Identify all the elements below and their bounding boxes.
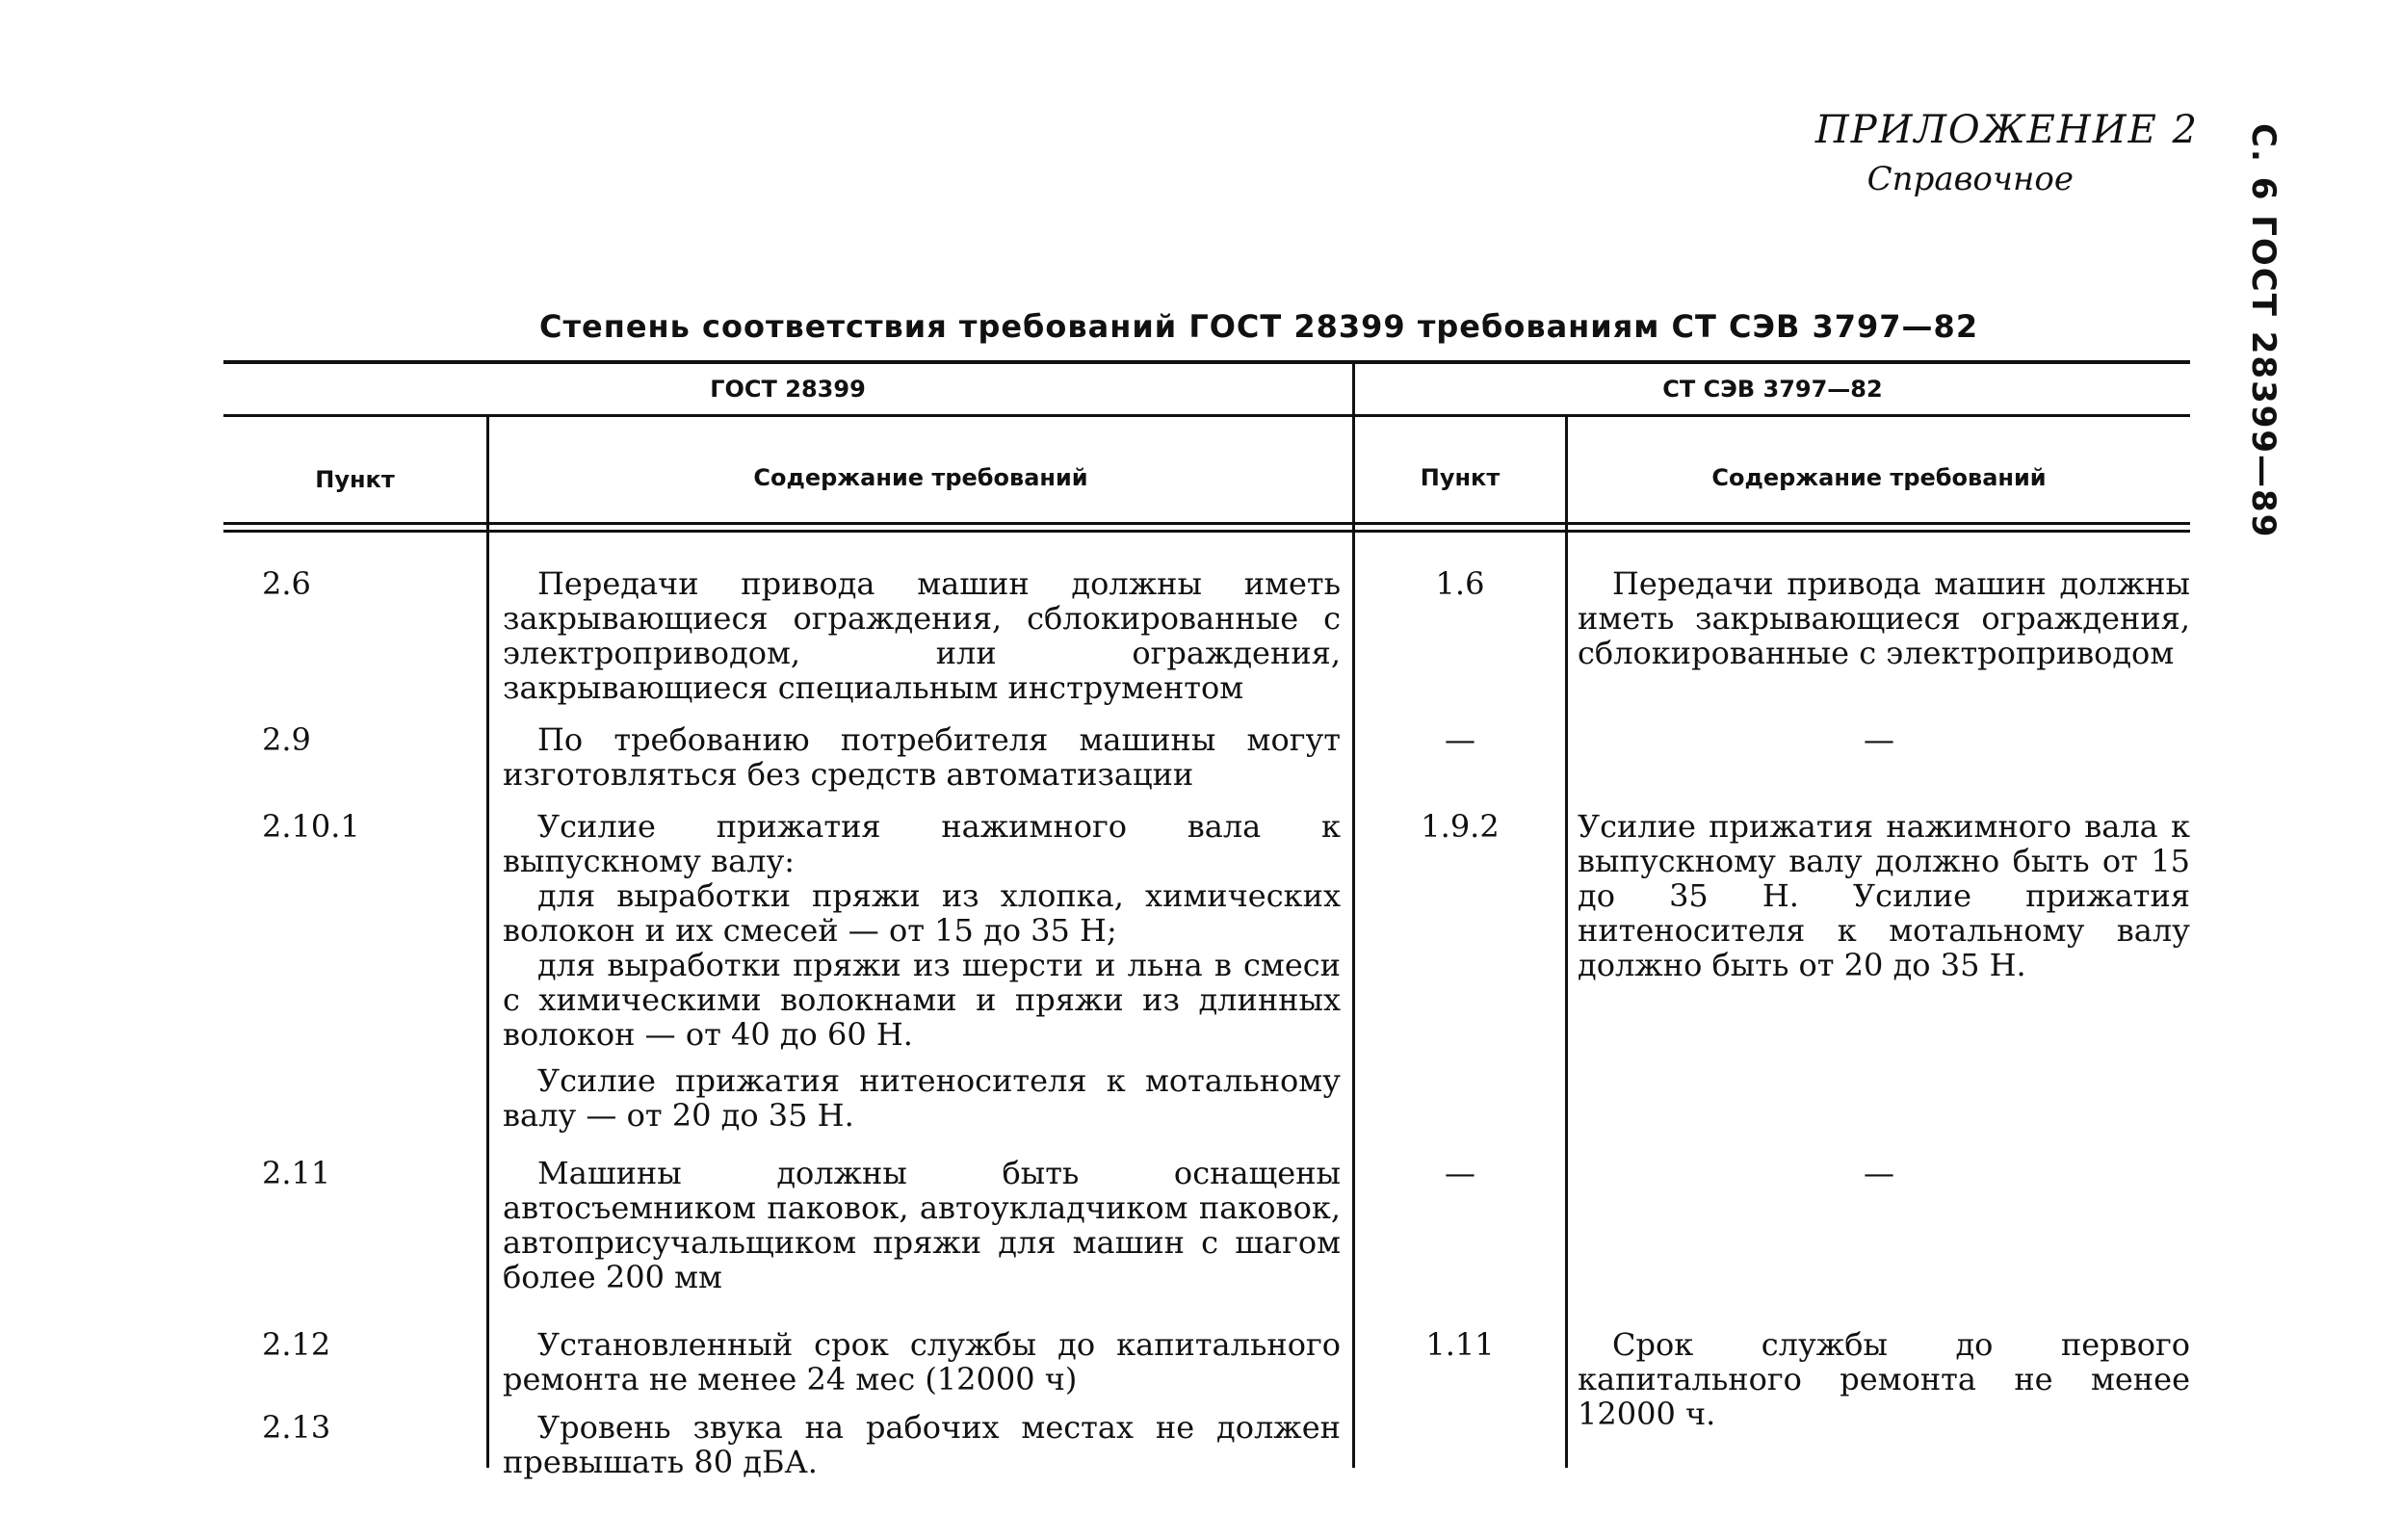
row-sev-point: 1.11 <box>1425 1326 1495 1363</box>
header-gost-content: Содержание требований <box>753 464 1088 491</box>
row-gost-paragraph: для выработки пряжи из шерсти и льна в смеси с химическими волокнами и пряжи из длинных волокон — от 40 до 60 Н. <box>503 947 1341 1053</box>
row-gost-paragraph: Передачи привода машин должны иметь закрывающиеся ограждения, сблокированные с электроприводом, или ограждения, закрывающиеся специальным инструментом <box>503 565 1341 706</box>
row-gost-paragraph: Машины должны быть оснащены автосъемником паковок, автоукладчиком паковок, автоприсучальщиком пряжи для машин с шагом более 200 мм <box>503 1155 1341 1295</box>
row-sev-paragraph: Усилие прижатия нажимного вала к выпускному валу должно быть от 15 до 35 Н. Усилие прижатия нитеносителя к мотальному валу должно быть от 20 до 35 Н. <box>1578 808 2190 983</box>
row-sev-text: — <box>1864 721 1894 758</box>
row-sev-text <box>1578 1327 2190 1431</box>
row-gost-paragraph: Уровень звука на рабочих местах не должен превышать 80 дБА. <box>503 1409 1341 1480</box>
row-gost-paragraph: Усилие прижатия нажимного вала к выпускному валу: <box>503 808 1341 879</box>
col-divider-3 <box>1565 417 1568 1468</box>
header-gost-group: ГОСТ 28399 <box>710 376 866 403</box>
rule-group-header <box>223 414 2190 417</box>
row-sev-point: 1.9.2 <box>1421 808 1500 845</box>
appendix-title: ПРИЛОЖЕНИЕ 2 <box>1814 108 2199 152</box>
row-gost-paragraph: Усилие прижатия нитеносителя к мотальному валу — от 20 до 35 Н. <box>503 1062 1341 1134</box>
header-sev-content: Содержание требований <box>1711 464 2047 491</box>
rule-header-bottom-1 <box>223 522 2190 525</box>
row-sev-text: — <box>1864 1155 1894 1191</box>
row-sev-text <box>1578 566 2190 670</box>
header-sev-group: СТ СЭВ 3797—82 <box>1662 376 1883 403</box>
rule-top <box>223 360 2190 364</box>
col-divider-1 <box>486 417 489 1468</box>
row-gost-point: 2.10.1 <box>262 808 360 845</box>
row-gost-point: 2.11 <box>262 1155 331 1191</box>
appendix-subtitle: Справочное <box>1866 160 2074 198</box>
row-sev-text <box>1578 809 2190 982</box>
row-gost-point: 2.9 <box>262 721 311 758</box>
row-gost-point: 2.6 <box>262 565 311 602</box>
row-sev-paragraph: Передачи привода машин должны иметь закрывающиеся ограждения, сблокированные с электроприводом <box>1578 565 2190 671</box>
header-gost-point: Пункт <box>315 466 395 493</box>
row-sev-paragraph: Срок службы до первого капитального ремонта не менее 12000 ч. <box>1578 1326 2190 1432</box>
row-gost-paragraph: Установленный срок службы до капитального ремонта не менее 24 мес (12000 ч) <box>503 1326 1341 1397</box>
table-title: Степень соответствия требований ГОСТ 28399 требованиям СТ СЭВ 3797—82 <box>539 308 1979 345</box>
row-sev-point: 1.6 <box>1435 565 1485 602</box>
row-gost-text <box>503 809 1341 1133</box>
row-gost-paragraph: для выработки пряжи из хлопка, химических волокон и их смесей — от 15 до 35 Н; <box>503 877 1341 949</box>
comparison-table <box>223 360 2190 1480</box>
col-divider-main <box>1352 360 1355 1468</box>
row-gost-point: 2.13 <box>262 1409 331 1446</box>
row-gost-text <box>503 1327 1341 1396</box>
row-gost-text <box>503 1410 1341 1479</box>
row-gost-point: 2.12 <box>262 1326 331 1363</box>
row-gost-text <box>503 722 1341 792</box>
header-sev-point: Пункт <box>1420 464 1501 491</box>
row-sev-point: — <box>1445 721 1475 758</box>
row-gost-text <box>503 566 1341 705</box>
appendix-heading <box>1815 108 2199 198</box>
row-gost-paragraph: По требованию потребителя машины могут изготовляться без средств автоматизации <box>503 721 1341 793</box>
page-standard-label: С. 6 ГОСТ 28399—89 <box>2244 123 2283 539</box>
row-gost-text <box>503 1156 1341 1294</box>
row-sev-point: — <box>1445 1155 1475 1191</box>
rule-header-bottom-2 <box>223 530 2190 533</box>
